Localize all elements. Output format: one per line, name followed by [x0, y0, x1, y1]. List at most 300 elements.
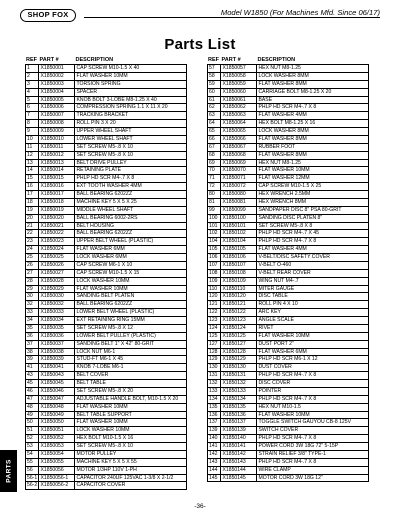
ref-cell: 56-2: [27, 482, 38, 489]
table-row: [26, 81, 186, 89]
description-cell: TORSION SPRING: [76, 80, 121, 87]
ref-cell: 65: [208, 128, 221, 135]
ref-cell: 13: [26, 160, 39, 167]
ref-cell: 125: [208, 333, 221, 340]
column-header-part: PART #: [221, 57, 241, 63]
part-number-cell: X1850005: [39, 97, 75, 104]
description-cell: FLAT WASHER 8MM: [258, 151, 307, 158]
table-row: [208, 388, 368, 396]
table-row: [208, 207, 368, 215]
ref-cell: 72: [208, 183, 221, 190]
description-cell: PHLP HD SCR M4-.7 X 45: [258, 230, 319, 237]
description-cell: BELT TABLE: [76, 380, 106, 386]
description-cell: FLAT WASHER 10MM: [258, 332, 310, 339]
part-number-cell: X1850035: [39, 325, 75, 332]
part-number-cell: X1850001: [39, 65, 75, 72]
description-cell: SWITCH COVER: [258, 427, 299, 434]
table-row: [26, 270, 186, 278]
ref-cell: 54: [26, 451, 39, 458]
description-cell: BASE: [258, 96, 273, 103]
part-number-cell: X1850106: [221, 254, 257, 261]
table-row: [208, 183, 368, 191]
part-number-cell: X1850050: [39, 419, 75, 426]
description-cell: ROLL PIN 3 X 20: [76, 120, 116, 127]
table-row: [208, 475, 368, 483]
part-number-cell: X1850048: [39, 404, 75, 411]
description-cell: MITER GAUGE: [258, 285, 295, 292]
description-cell: BALL BEARING 6202ZZ: [76, 230, 133, 237]
ref-cell: 70: [208, 167, 221, 174]
part-number-cell: X1850134: [221, 396, 257, 403]
ref-cell: 24: [26, 246, 39, 253]
description-cell: PHLP HD SCR M4-.7 X 8: [258, 435, 317, 442]
part-number-cell: X1850055: [39, 459, 75, 466]
table-row: [26, 309, 186, 317]
part-number-cell: X1850024: [39, 246, 75, 253]
table-row: [208, 215, 368, 223]
description-cell: BELT TABLE SUPPORT: [76, 411, 132, 418]
description-cell: MACHINE KEY 5 X 5 X 55: [76, 458, 137, 465]
ref-cell: 29: [26, 286, 39, 293]
description-cell: UPPER WHEEL SHAFT: [76, 128, 132, 134]
description-cell: PHLP HD SCR M6-1 X 12: [258, 356, 318, 363]
description-cell: CAPACITOR 240UF 125VAC 1-3/8 X 2-1/2: [76, 474, 174, 481]
description-cell: MOTOR PULLEY: [76, 450, 117, 457]
table-row: [26, 475, 186, 483]
part-number-cell: X1850002: [39, 73, 75, 80]
part-number-cell: X1850022: [39, 230, 75, 237]
table-row: [26, 223, 186, 231]
table-row: [26, 396, 186, 404]
description-cell: SET SCREW M5-.8 X 20: [76, 387, 134, 394]
ref-cell: 137: [208, 419, 221, 426]
table-row: [208, 223, 368, 231]
part-number-cell: X1850053: [39, 443, 75, 450]
table-row: [26, 467, 186, 475]
parts-table-left: [25, 56, 187, 490]
part-number-cell: X1850100: [221, 215, 257, 222]
description-cell: FLAT WASHER 8MM: [258, 80, 307, 87]
description-cell: LOCK NUT M6-1: [76, 348, 116, 355]
description-cell: MIDDLE WHEEL SHAFT: [76, 206, 134, 213]
ref-cell: 68: [208, 152, 221, 159]
ref-cell: 59: [208, 81, 221, 88]
part-number-cell: X1850019: [39, 207, 75, 214]
description-cell: SANDING BELT PLATEN: [76, 293, 135, 300]
table-row: [26, 207, 186, 215]
ref-cell: 48: [26, 404, 39, 411]
part-number-cell: X1850056-2: [39, 482, 75, 489]
ref-cell: 63: [208, 112, 221, 119]
table-row: [26, 89, 186, 97]
part-number-cell: X1850064: [221, 120, 257, 127]
table-row: [208, 349, 368, 357]
part-number-cell: X1850105: [221, 246, 257, 253]
part-number-cell: X1850054: [39, 451, 75, 458]
table-row: [208, 396, 368, 404]
ref-cell: 25: [26, 254, 39, 261]
ref-cell: 9: [26, 128, 39, 135]
table-row: [208, 419, 368, 427]
description-cell: LOCK WASHER 6MM: [76, 254, 127, 260]
description-cell: HEX WRENCH 8MM: [258, 198, 307, 205]
part-number-cell: X1850004: [39, 89, 75, 96]
part-number-cell: X1850127: [221, 341, 257, 348]
table-row: [26, 238, 186, 246]
part-number-cell: X1850056-1: [39, 475, 75, 482]
column-header-ref: REF: [26, 57, 37, 63]
description-cell: PHLP HD SCR M4-.7 X 8: [258, 238, 317, 245]
part-number-cell: X1850030: [39, 293, 75, 300]
ref-cell: 61: [208, 97, 221, 104]
description-cell: FLAT WASHER 6MM: [258, 348, 307, 355]
ref-cell: 46: [26, 388, 39, 395]
description-cell: FLAT WASHER 10MM: [76, 285, 128, 292]
table-row: [26, 482, 186, 490]
ref-cell: 139: [208, 427, 221, 434]
table-row: [26, 97, 186, 105]
description-cell: DISC COVER: [258, 380, 291, 386]
table-row: [26, 175, 186, 183]
table-row: [208, 435, 368, 443]
description-cell: LOWER BELT WHEEL (PLASTIC): [76, 309, 155, 316]
ref-cell: 52: [26, 435, 39, 442]
table-row: [208, 356, 368, 364]
part-number-cell: X1850036: [39, 333, 75, 340]
description-cell: FLAT WASHER 4MM: [258, 112, 307, 119]
table-row: [208, 120, 368, 128]
ref-cell: 2: [26, 73, 39, 80]
table-row: [26, 191, 186, 199]
table-row: [208, 325, 368, 333]
part-number-cell: X1850012: [39, 152, 75, 159]
ref-cell: 56-1: [27, 474, 38, 481]
description-cell: LOCK WASHER 8MM: [258, 128, 309, 134]
table-row: [208, 191, 368, 199]
ref-cell: 101: [208, 223, 221, 230]
model-title: Model W1850 (For Machines Mfd. Since 06/17): [220, 8, 380, 17]
part-number-cell: X1850046: [39, 388, 75, 395]
part-number-cell: X1850110: [221, 286, 257, 293]
table-row: [208, 136, 368, 144]
table-row: [208, 254, 368, 262]
ref-cell: 33: [26, 309, 39, 316]
part-number-cell: X1850065: [221, 128, 257, 135]
description-cell: WIRE CLAMP: [258, 466, 291, 473]
table-header: [207, 56, 369, 64]
table-row: [208, 412, 368, 420]
description-cell: BALL BEARING 6202ZZ: [76, 191, 133, 197]
ref-cell: 56: [26, 467, 39, 474]
description-cell: RIVET: [258, 324, 274, 331]
ref-cell: 130: [208, 364, 221, 371]
description-cell: HEX BOLT M8-1.25 X 16: [258, 120, 316, 127]
description-cell: BALL BEARING 6202ZZ: [76, 301, 133, 308]
ref-cell: 136: [208, 412, 221, 419]
ref-cell: 109: [208, 278, 221, 285]
ref-cell: 121: [208, 301, 221, 308]
ref-cell: 14: [26, 167, 39, 174]
part-number-cell: X1850107: [221, 262, 257, 269]
ref-cell: 123: [208, 317, 221, 324]
ref-cell: 71: [208, 175, 221, 182]
table-row: [26, 254, 186, 262]
part-number-cell: X1850104: [221, 238, 257, 245]
table-row: [26, 356, 186, 364]
column-header-description: DESCRIPTION: [75, 57, 114, 63]
part-number-cell: X1850135: [221, 404, 257, 411]
part-number-cell: X1850136: [221, 412, 257, 419]
part-number-cell: X1850060: [221, 89, 257, 96]
description-cell: FLAT WASHER 4MM: [258, 246, 307, 253]
part-number-cell: X1850038: [39, 349, 75, 356]
ref-cell: 15: [26, 175, 39, 182]
table-row: [26, 349, 186, 357]
part-number-cell: X1850003: [39, 81, 75, 88]
ref-cell: 62: [208, 104, 221, 111]
part-number-cell: X1850069: [221, 160, 257, 167]
table-row: [208, 364, 368, 372]
description-cell: SANDING BELT 1" X 42" 80-GRIT: [76, 340, 155, 347]
table-row: [26, 112, 186, 120]
table-row: [208, 380, 368, 388]
header-rule: [84, 17, 380, 18]
ref-cell: 19: [26, 207, 39, 214]
description-cell: CAP SCREW M10-1.5 X 15: [76, 269, 140, 276]
description-cell: RUBBER FOOT: [258, 143, 296, 150]
part-number-cell: X1850129: [221, 356, 257, 363]
description-cell: V-BELT/DISC SAFETY COVER: [258, 254, 330, 260]
table-row: [208, 199, 368, 207]
table-row: [208, 160, 368, 168]
table-row: [208, 341, 368, 349]
part-number-cell: X1850081: [221, 199, 257, 206]
description-cell: SANDPAPER DISC 8" PSA 80-GRIT: [258, 206, 342, 213]
table-row: [208, 97, 368, 105]
table-row: [26, 293, 186, 301]
part-number-cell: X1850041: [39, 364, 75, 371]
table-row: [208, 333, 368, 341]
part-number-cell: X1850120: [221, 293, 257, 300]
description-cell: SET SCREW M5-.8 X 10: [76, 443, 134, 449]
ref-cell: 145: [208, 475, 221, 482]
description-cell: HEX BOLT M10-1.5 X 16: [76, 435, 134, 442]
ref-cell: 37: [26, 341, 39, 348]
side-tab-label: PARTS: [5, 459, 12, 483]
table-row: [208, 112, 368, 120]
table-header: [25, 56, 187, 64]
description-cell: PHLP HD SCR M4-.7 X 8: [258, 104, 317, 111]
part-number-cell: X1850142: [221, 451, 257, 458]
ref-cell: 4: [26, 89, 39, 96]
table-row: [26, 443, 186, 451]
ref-cell: 7: [26, 112, 39, 119]
description-cell: WING NUT M4-.7: [258, 277, 299, 284]
description-cell: POWER CORD 3W 18G 72" 5-15P: [258, 443, 339, 449]
table-row: [208, 404, 368, 412]
description-cell: LOWER WHEEL SHAFT: [76, 135, 133, 142]
column-header-part: PART #: [39, 57, 59, 63]
description-cell: CAP SCREW M6-1 X 10: [76, 261, 133, 268]
parts-table-right: [207, 56, 369, 482]
table-row: [26, 380, 186, 388]
table-row: [208, 73, 368, 81]
ref-cell: 143: [208, 459, 221, 466]
part-number-cell: X1850071: [221, 175, 257, 182]
table-row: [208, 270, 368, 278]
part-number-cell: X1850080: [221, 191, 257, 198]
part-number-cell: X1850109: [221, 278, 257, 285]
description-cell: PHLP HD SCR M4-.7 X 8: [258, 395, 317, 402]
table-row: [26, 325, 186, 333]
part-number-cell: X1850145: [221, 475, 257, 482]
table-row: [26, 128, 186, 136]
part-number-cell: X1850013: [39, 160, 75, 167]
description-cell: EXT TOOTH WASHER 4MM: [76, 183, 142, 190]
ref-cell: 132: [208, 380, 221, 387]
table-row: [208, 278, 368, 286]
page-number: -36-: [194, 503, 206, 510]
ref-cell: 23: [26, 238, 39, 245]
part-number-cell: X1850018: [39, 199, 75, 206]
description-cell: MOTOR 1/3HP 110V 1-PH: [76, 466, 137, 473]
ref-cell: 99: [208, 207, 221, 214]
ref-cell: 57: [208, 65, 221, 72]
part-number-cell: X1850068: [221, 152, 257, 159]
part-number-cell: X1850037: [39, 341, 75, 348]
table-row: [26, 372, 186, 380]
part-number-cell: X1850139: [221, 427, 257, 434]
parts-list-left: [25, 64, 187, 490]
table-row: [26, 199, 186, 207]
ref-cell: 20: [26, 215, 39, 222]
ref-cell: 80: [208, 191, 221, 198]
page-header: [0, 0, 400, 24]
description-cell: CAP SCREW M10-1.5 X 25: [258, 183, 322, 190]
description-cell: LOCK WASHER 8MM: [258, 72, 309, 79]
description-cell: UPPER BELT WHEEL (PLASTIC): [76, 238, 154, 245]
description-cell: FLAT WASHER 6MM: [76, 246, 125, 253]
part-number-cell: X1850011: [39, 144, 75, 151]
description-cell: KNOB BOLT 3-LOBE M8-1.25 X 40: [76, 96, 157, 103]
table-row: [26, 364, 186, 372]
description-cell: STUD-FT M6-1 X 45: [76, 356, 124, 363]
part-number-cell: X1850006: [39, 104, 75, 111]
table-row: [208, 262, 368, 270]
part-number-cell: X1850072: [221, 183, 257, 190]
description-cell: BELT COVER: [76, 372, 109, 379]
table-row: [208, 230, 368, 238]
shop-fox-logo: SHOP FOX: [20, 9, 76, 22]
ref-cell: 140: [208, 435, 221, 442]
ref-cell: 30: [26, 293, 39, 300]
description-cell: CAP SCREW M10-1.5 X 40: [76, 65, 140, 71]
part-number-cell: X1850008: [39, 120, 75, 127]
ref-cell: 141: [208, 443, 221, 450]
table-row: [26, 104, 186, 112]
ref-cell: 122: [208, 309, 221, 316]
table-row: [26, 152, 186, 160]
ref-cell: 28: [26, 278, 39, 285]
description-cell: PHLP HD SCR M4-.7 X 8: [258, 458, 317, 465]
ref-cell: 45: [26, 380, 39, 387]
table-row: [208, 301, 368, 309]
part-number-cell: X1850133: [221, 388, 257, 395]
table-row: [208, 144, 368, 152]
description-cell: FLAT WASHER 10MM: [258, 411, 310, 418]
table-row: [208, 293, 368, 301]
part-number-cell: X1850137: [221, 419, 257, 426]
table-row: [26, 341, 186, 349]
description-cell: BALL BEARING 6002-2RS: [76, 214, 138, 221]
table-row: [208, 246, 368, 254]
description-cell: TOGGLE SWITCH GAUYOU CB-8 125V: [258, 419, 351, 426]
table-row: [208, 152, 368, 160]
table-row: [26, 167, 186, 175]
ref-cell: 17: [26, 191, 39, 198]
description-cell: HEX NUT M8-1.25: [258, 65, 301, 71]
ref-cell: 8: [26, 120, 39, 127]
ref-cell: 49: [26, 412, 39, 419]
part-number-cell: X1850015: [39, 175, 75, 182]
description-cell: FLAT WASHER 8MM: [258, 135, 307, 142]
table-row: [26, 286, 186, 294]
description-cell: ROLL PIN 4 X 10: [258, 301, 298, 308]
ref-cell: 53: [26, 443, 39, 450]
description-cell: DISC TABLE: [258, 293, 288, 300]
description-cell: SANDING DISC PLATEN 8": [258, 214, 323, 221]
ref-cell: 105: [208, 246, 221, 253]
part-number-cell: X1850066: [221, 136, 257, 143]
table-row: [26, 333, 186, 341]
description-cell: ARC KEY: [258, 309, 281, 316]
ref-cell: 67: [208, 144, 221, 151]
description-cell: ADJUSTABLE HANDLE BOLT, M10-1.5 X 20: [76, 395, 179, 402]
part-number-cell: X1850034: [39, 317, 75, 324]
part-number-cell: X1850130: [221, 364, 257, 371]
description-cell: HEX WRENCH 2.5MM: [258, 191, 311, 197]
description-cell: HEX NUT M8-1.25: [258, 159, 301, 166]
table-row: [26, 459, 186, 467]
ref-cell: 35: [26, 325, 39, 332]
part-number-cell: X1850128: [221, 349, 257, 356]
ref-cell: 106: [208, 254, 221, 261]
part-number-cell: X1850010: [39, 136, 75, 143]
table-row: [208, 81, 368, 89]
ref-cell: 38: [26, 349, 39, 356]
part-number-cell: X1850052: [39, 435, 75, 442]
description-cell: LOCK WASHER 10MM: [76, 427, 130, 434]
description-cell: PHLP HD SCR M4-.7 X 8: [258, 372, 317, 379]
description-cell: FLAT WASHER 12MM: [258, 175, 310, 182]
table-row: [26, 419, 186, 427]
part-number-cell: X1850059: [221, 81, 257, 88]
part-number-cell: X1850143: [221, 459, 257, 466]
table-row: [208, 104, 368, 112]
table-row: [26, 65, 186, 73]
ref-cell: 18: [26, 199, 39, 206]
ref-cell: 124: [208, 325, 221, 332]
table-row: [208, 309, 368, 317]
ref-cell: 64: [208, 120, 221, 127]
description-cell: ANGLE SCALE: [258, 317, 294, 323]
table-row: [26, 317, 186, 325]
ref-cell: 3: [26, 81, 39, 88]
description-cell: SPACER: [76, 88, 98, 95]
part-number-cell: X1850099: [221, 207, 257, 214]
part-number-cell: X1850141: [221, 443, 257, 450]
part-number-cell: X1850070: [221, 167, 257, 174]
